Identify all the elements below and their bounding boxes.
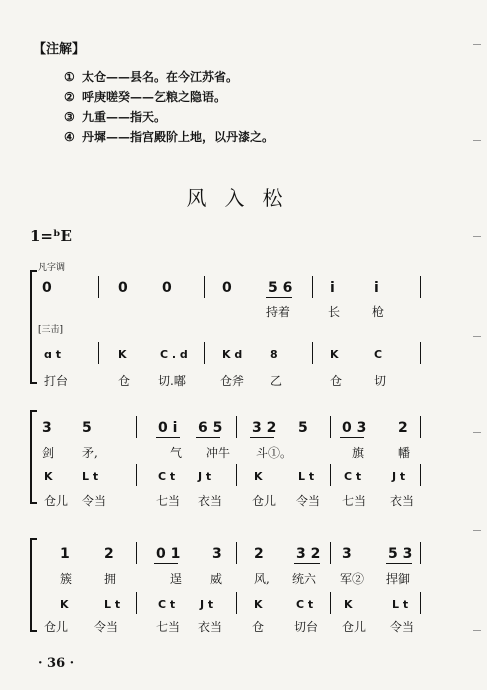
percussion-note: C t	[158, 470, 176, 483]
beam-underline	[294, 563, 320, 564]
percussion-note: K	[344, 598, 353, 611]
lyric: 拥	[104, 572, 117, 586]
percussion-word: 令当	[296, 494, 321, 508]
scan-mark	[473, 432, 481, 433]
lyric: 矛,	[82, 446, 98, 460]
percussion-note: L t	[104, 598, 121, 611]
percussion-word: 仓	[330, 374, 343, 388]
beam-underline	[266, 297, 292, 298]
melody-note: 0 1	[156, 546, 181, 562]
barline	[236, 464, 237, 486]
note-item: ④ 丹墀——指宫殿阶上地，以丹漆之。	[64, 130, 275, 144]
melody-note: 5 6	[268, 280, 293, 296]
melody-note: i	[374, 280, 379, 296]
barline	[98, 342, 99, 364]
lyric: 逞	[170, 572, 183, 586]
percussion-word: 七当	[156, 494, 181, 508]
percussion-note: K	[44, 470, 53, 483]
percussion-note: J t	[200, 598, 214, 611]
percussion-note: J t	[392, 470, 406, 483]
percussion-note: L t	[298, 470, 315, 483]
note-item: ② 呼庚嗟癸——乞粮之隐语。	[64, 90, 227, 104]
lyric: 簇	[60, 572, 73, 586]
percussion-word: 仓	[252, 620, 265, 634]
percussion-word: 仓儿	[44, 620, 69, 634]
barline	[420, 542, 421, 564]
lyric: 冲牛	[206, 446, 231, 460]
barline	[330, 464, 331, 486]
barline	[330, 592, 331, 614]
beam-underline	[154, 563, 178, 564]
percussion-word: 打台	[44, 374, 69, 388]
melody-note: 3	[42, 420, 52, 436]
barline	[420, 276, 421, 298]
percussion-word: 切台	[294, 620, 319, 634]
melody-note: 5	[82, 420, 92, 436]
percussion-note: C t	[344, 470, 362, 483]
percussion-note: C	[374, 348, 383, 361]
barline	[420, 342, 421, 364]
barline	[136, 592, 137, 614]
percussion-word: 衣当	[198, 494, 223, 508]
beam-underline	[386, 563, 412, 564]
melody-note: 0 i	[158, 420, 178, 436]
note-item: ① 太仓——县名。在今江苏省。	[64, 70, 239, 84]
melody-note: 2	[254, 546, 264, 562]
barline	[420, 464, 421, 486]
percussion-note: C t	[158, 598, 176, 611]
percussion-note: K	[254, 470, 263, 483]
scan-mark	[473, 630, 481, 631]
barline	[420, 592, 421, 614]
lyric: 长	[328, 305, 341, 319]
percussion-note: K	[330, 348, 339, 361]
lyric: 剑	[42, 446, 55, 460]
lyric: 旗	[352, 446, 365, 460]
barline	[236, 416, 237, 438]
melody-note: 2	[104, 546, 114, 562]
melody-note: 3 2	[252, 420, 277, 436]
percussion-note: K	[254, 598, 263, 611]
melody-note: 1	[60, 546, 70, 562]
melody-note: 0 3	[342, 420, 367, 436]
percussion-note: L t	[82, 470, 99, 483]
melody-note: 0	[222, 280, 232, 296]
melody-note: 2	[398, 420, 408, 436]
page-number: · 36 ·	[38, 656, 75, 671]
lyric: 持着	[266, 305, 291, 319]
system-bracket	[30, 410, 37, 504]
percussion-word: 令当	[82, 494, 107, 508]
percussion-note: K	[60, 598, 69, 611]
beam-underline	[250, 437, 274, 438]
percussion-word: 衣当	[198, 620, 223, 634]
percussion-word: 令当	[390, 620, 415, 634]
barline	[236, 592, 237, 614]
melody-note: 3	[212, 546, 222, 562]
scan-mark	[473, 530, 481, 531]
system-bracket	[30, 538, 37, 632]
percussion-note: J t	[198, 470, 212, 483]
percussion-word: 七当	[156, 620, 181, 634]
scan-mark	[473, 336, 481, 337]
scan-mark	[473, 236, 481, 237]
percussion-note: 8	[270, 348, 278, 361]
lyric: 捍御	[386, 572, 411, 586]
barline	[312, 342, 313, 364]
percussion-note: ɑ t	[44, 348, 61, 361]
percussion-note: C . d	[160, 348, 188, 361]
melody-note: 0	[42, 280, 52, 296]
barline	[330, 542, 331, 564]
barline	[236, 542, 237, 564]
lyric: 风,	[254, 572, 270, 586]
lyric: 军②	[340, 572, 365, 586]
barline	[136, 416, 137, 438]
lyric: 幡	[398, 446, 411, 460]
barline	[136, 542, 137, 564]
scan-mark	[473, 44, 481, 45]
percussion-word: 仓儿	[342, 620, 367, 634]
melody-note: 3 2	[296, 546, 321, 562]
percussion-label: [三击]	[38, 325, 64, 335]
lyric: 气	[170, 446, 183, 460]
percussion-note: L t	[392, 598, 409, 611]
key-signature: 1=ᵇE	[30, 227, 72, 245]
percussion-word: 衣当	[390, 494, 415, 508]
barline	[420, 416, 421, 438]
barline	[136, 464, 137, 486]
lyric: 威	[210, 572, 223, 586]
lyric: 枪	[372, 305, 385, 319]
melody-note: i	[330, 280, 335, 296]
percussion-note: K d	[222, 348, 243, 361]
barline	[98, 276, 99, 298]
barline	[204, 276, 205, 298]
beam-underline	[196, 437, 220, 438]
lyric: 统六	[292, 572, 317, 586]
voice-label: 凡字调	[38, 263, 66, 273]
barline	[312, 276, 313, 298]
barline	[330, 416, 331, 438]
beam-underline	[156, 437, 180, 438]
notes-title: 【注解】	[33, 42, 86, 57]
melody-note: 0	[162, 280, 172, 296]
melody-note: 5	[298, 420, 308, 436]
percussion-word: 切	[374, 374, 387, 388]
melody-note: 3	[342, 546, 352, 562]
percussion-word: 仓	[118, 374, 131, 388]
lyric: 斗①。	[256, 446, 293, 460]
note-item: ③ 九重——指天。	[64, 110, 167, 124]
percussion-word: 乙	[270, 374, 283, 388]
system-bracket	[30, 270, 37, 384]
percussion-word: 七当	[342, 494, 367, 508]
song-title: 风入松	[186, 186, 301, 210]
percussion-word: 仓斧	[220, 374, 245, 388]
percussion-note: K	[118, 348, 127, 361]
melody-note: 5 3	[388, 546, 413, 562]
beam-underline	[340, 437, 364, 438]
melody-note: 0	[118, 280, 128, 296]
scan-mark	[473, 140, 481, 141]
melody-note: 6 5	[198, 420, 223, 436]
barline	[204, 342, 205, 364]
percussion-word: 仓儿	[44, 494, 69, 508]
percussion-word: 令当	[94, 620, 119, 634]
percussion-note: C t	[296, 598, 314, 611]
percussion-word: 切.嘟	[158, 374, 186, 388]
percussion-word: 仓儿	[252, 494, 277, 508]
